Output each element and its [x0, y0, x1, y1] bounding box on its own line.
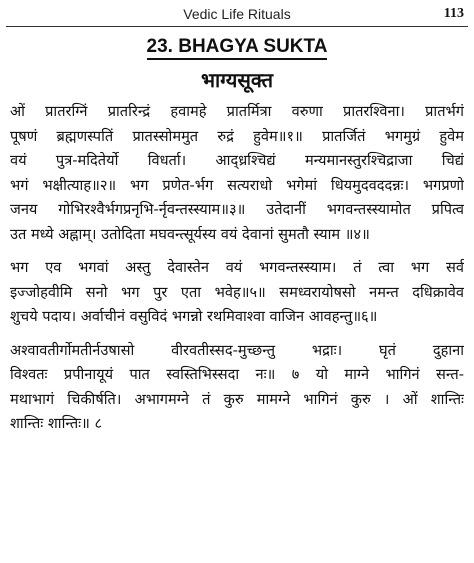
verse-line: विश्वतः प्रपीनायूयं पात स्वस्तिभिस्सदा नः॥ ७ यो माग्ने भागिनं सन्त-	[10, 366, 464, 383]
page-header	[0, 0, 474, 26]
section-title-text: 23. BHAGYA SUKTA	[147, 36, 328, 60]
verse-line: अश्वावतीर्गोमतीर्नउषासो वीरवतीस्सद-मुच्छन्तु भद्राः। घृतं दुहाना	[10, 341, 464, 359]
verse-line: शुचये पदाय। अर्वाचीनं वसुविदं भगन्नो रथमिवाश्वा वाजिन आवहन्तु॥६॥	[10, 308, 378, 325]
verse-line: जनय गोभिरश्वैर्भगप्रनृभि-र्नृवन्तस्स्याम॥३॥ उतेदानीं भगवन्तस्स्यामोत प्रपित्व	[10, 201, 464, 218]
verse-line: पूषणं ब्रह्मणस्पतिं प्रातस्सोममुत रुद्रं हुवेम॥१॥ प्रातर्जितं भगमुग्रं हुवेम	[10, 127, 464, 145]
verse-line: वयं पुत्र-मदितेर्यो विधर्ता। आद्ध्रश्चिद्यं मन्यमानस्तुरश्चिद्राजा चिद्यं	[10, 152, 464, 169]
verse-body	[10, 100, 464, 437]
verse-paragraph-3	[10, 339, 464, 437]
verse-line: उत मध्ये अह्नाम्। उतोदिता मघवन्त्सूर्यस्य वयं देवानां सुमतौ स्याम ॥४॥	[10, 225, 370, 243]
page-number: 113	[443, 6, 464, 21]
verse-line: ओं प्रातरग्निं प्रातरिन्द्रं हवामहे प्रातर्मित्रा वरुणा प्रातरश्विना। प्रातर्भगं	[10, 103, 464, 120]
section-title	[0, 36, 474, 58]
verse-line: भगं भक्षीत्याह॥२॥ भग प्रणेत-र्भग सत्यराधो भगेमां धियमुदवददन्नः। भगप्रणो	[10, 176, 464, 194]
section-subtitle: भाग्यसूक्त	[200, 68, 274, 92]
verse-line: इज्जोहवीमि सनो भग पुर एता भवेह॥५॥ समध्वरायोषसो नमन्त दधिक्रावेव	[10, 283, 464, 301]
verse-line: मथाभागं चिकीर्षति। अभागमग्ने तं कुरु मामग्ने भागिनं कुरु । ओं शान्तिः	[10, 390, 464, 408]
running-title: Vedic Life Rituals	[183, 6, 291, 22]
header-rule	[6, 26, 468, 27]
verse-line: भग एव भगवां अस्तु देवास्तेन वयं भगवन्तस्स्याम। तं त्वा भग सर्व	[10, 259, 464, 276]
paragraph-gap	[10, 247, 464, 256]
verse-paragraph-1	[10, 100, 464, 247]
paragraph-gap	[10, 330, 464, 339]
verse-paragraph-2	[10, 256, 464, 330]
verse-line: शान्तिः शान्तिः॥ ८	[10, 415, 103, 432]
